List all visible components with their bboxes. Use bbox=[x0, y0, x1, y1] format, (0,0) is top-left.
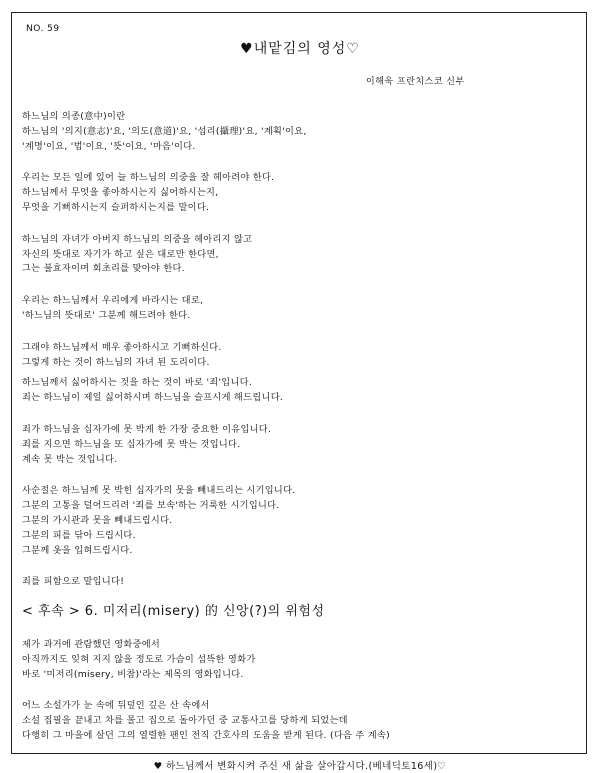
paragraph bbox=[22, 341, 582, 371]
section-heading: < 후속 > 6. 미저리(misery) 的 신앙(?)의 위험성 bbox=[22, 604, 325, 619]
paragraph-line: 자신의 뜻대로 자기가 하고 싶은 대로만 한다면, bbox=[22, 248, 219, 260]
paragraph bbox=[22, 110, 582, 154]
document-author: 이해욱 프란치스코 신부 bbox=[366, 77, 465, 87]
paragraph-line: 우리는 하느님께서 우리에게 바라시는 대로, bbox=[22, 295, 204, 307]
paragraph-line: 죄는 하느님이 제일 싫어하시며 하느님을 슬프시게 해드립니다. bbox=[22, 392, 284, 404]
document-title: ♥내맡김의 영성♡ bbox=[240, 41, 360, 57]
paragraph-line: 하느님의 자녀가 아버지 하느님의 의중을 헤아리지 않고 bbox=[22, 233, 253, 245]
paragraph-line: 그는 불효자이며 회초리를 맞아야 한다. bbox=[22, 263, 185, 275]
paragraph-line: 아직까지도 잊혀 지지 않을 정도로 가슴이 섬뜩한 영화가 bbox=[22, 653, 256, 665]
paragraph-line: 하느님의 의종(意中)이란 bbox=[22, 111, 126, 122]
paragraph-line: 하느님께서 무엇을 좋아하시는지 싫어하시는지, bbox=[22, 187, 219, 199]
paragraph-line: 사순절은 하느님께 못 박힌 십자가의 못을 빼내드리는 시기입니다. bbox=[22, 485, 296, 497]
paragraph bbox=[22, 171, 582, 215]
paragraph-line: 그분의 고통을 덜어드리려 '죄를 보속'하는 거룩한 시기입니다. bbox=[22, 500, 280, 512]
footer-quote: ♥ 하느님께서 변화시켜 주신 새 삶을 살아갑시다.(베네딕토16세)♡ bbox=[153, 761, 447, 772]
paragraph bbox=[22, 699, 582, 743]
paragraph-line: 죄가 하느님을 십자가에 못 박게 한 가장 중요한 이유입니다. bbox=[22, 423, 272, 435]
paragraph bbox=[22, 423, 582, 467]
paragraph bbox=[22, 638, 582, 682]
paragraph-line: 계속 못 박는 것입니다. bbox=[22, 453, 118, 465]
paragraph-line: 그렇게 하는 것이 하느님의 자녀 된 도리이다. bbox=[22, 356, 210, 368]
paragraph bbox=[22, 484, 582, 558]
paragraph-line: 죄를 지으면 하느님을 또 십자가에 못 박는 것입니다. bbox=[22, 438, 241, 450]
section-body bbox=[22, 638, 582, 744]
paragraph-line: '하느님의 뜻대로' 그분께 해드려야 한다. bbox=[22, 309, 191, 321]
paragraph-line: 우리는 모든 일에 있어 늘 하느님의 의중을 잘 헤아려야 한다. bbox=[22, 172, 275, 184]
paragraph bbox=[22, 233, 582, 277]
document-body bbox=[22, 110, 582, 590]
paragraph-line: 바로 '미저리(misery, 비참)'라는 제목의 영화입니다. bbox=[22, 668, 244, 680]
paragraph-line: 어느 소설가가 눈 속에 뒤덮인 깊은 산 속에서 bbox=[22, 700, 210, 712]
paragraph-line: 다행히 그 마을에 살던 그의 열렬한 팬인 전직 간호사의 도움을 받게 된다. (다음 주 계속) bbox=[22, 729, 391, 741]
paragraph-line: 그분의 피를 닦아 드립시다. bbox=[22, 529, 136, 541]
paragraph-line: 하느님께서 싫어하시는 것을 하는 것이 바로 '죄'입니다. bbox=[22, 377, 253, 389]
paragraph-line: 그분께 옷을 입혀드립시다. bbox=[22, 544, 133, 556]
document-number: NO. 59 bbox=[26, 24, 60, 34]
paragraph-line: 그분의 가시관과 못을 빼내드립시다. bbox=[22, 514, 173, 526]
paragraph-line: 그래야 하느님께서 매우 좋아하시고 기뻐하신다. bbox=[22, 341, 222, 353]
paragraph bbox=[22, 376, 582, 406]
paragraph-line: 제가 과거에 관람했던 영화중에서 bbox=[22, 639, 161, 650]
paragraph-line: 하느님의 '의지(意志)'요, '의도(意道)'요, '섭리(攝理)'요, '계획'이요, bbox=[22, 125, 307, 137]
paragraph bbox=[22, 294, 582, 324]
paragraph-line: 죄를 피함으로 말입니다! bbox=[22, 576, 125, 588]
paragraph bbox=[22, 575, 582, 590]
paragraph-line: '계명'이요, '법'이요, '뜻'이요, '마음'이다. bbox=[22, 140, 196, 152]
paragraph-line: 무엇을 기뻐하시는지 슬퍼하시는지를 말이다. bbox=[22, 201, 210, 213]
paragraph-line: 소설 집필을 끝내고 차를 몰고 집으로 돌아가던 중 교통사고를 당하게 되었는데 bbox=[22, 715, 348, 727]
